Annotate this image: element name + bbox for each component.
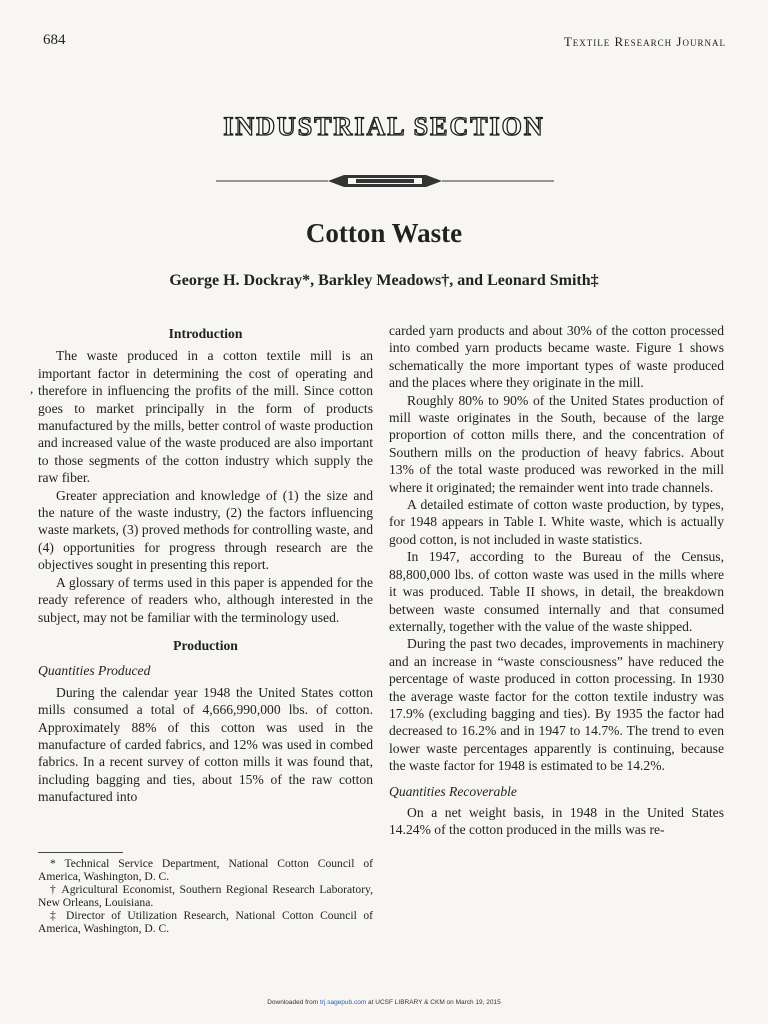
footnote-rule xyxy=(38,852,123,853)
paragraph: During the calendar year 1948 the United States cotton mills consumed a total of 4,666,990,000 lbs. of cotton. Approximately 88% of this cotton was used in the manufacture of carded fabrics, and 12% was used in combed fabrics. In a recent survey of cotton mills it was found that, including bagging and ties, about 15% of the raw cotton manufactured into xyxy=(38,684,373,805)
ornament-divider xyxy=(216,171,554,191)
download-prefix: Downloaded from xyxy=(267,999,320,1006)
footnote: ‡ Director of Utilization Research, National Cotton Council of America, Washington, D. C. xyxy=(38,909,373,935)
download-suffix: at UCSF LIBRARY & CKM on March 19, 2015 xyxy=(366,999,501,1006)
section-title: INDUSTRIAL SECTION xyxy=(223,112,545,141)
paragraph: Roughly 80% to 90% of the United States production of mill waste originates in the South, because of the large proportion of cotton mills there, and the concentration of Southern mills on the production of heavy fabrics. About 13% of the total waste produced was reworked in the mill where it originated; the remainder went into trade channels. xyxy=(389,392,724,495)
quantities-recoverable-heading: Quantities Recoverable xyxy=(389,783,517,799)
production-heading: Production xyxy=(173,637,238,653)
quantities-produced-heading: Quantities Produced xyxy=(38,663,151,679)
paragraph: A detailed estimate of cotton waste production, by types, for 1948 appears in Table I. White waste, which is actually good cotton, is not included in waste statistics. xyxy=(389,497,724,547)
margin-mark: , xyxy=(30,381,34,396)
paragraph: In 1947, according to the Bureau of the Census, 88,800,000 lbs. of cotton waste was used in the mills where it was produced. Table II shows, in detail, the breakdown between waste consumed internally and that consumed externally, together with the value of the waste shipped. xyxy=(389,549,724,634)
paragraph: On a net weight basis, in 1948 in the United States 14.24% of the cotton produced in the mills was re- xyxy=(389,804,724,838)
download-notice xyxy=(0,999,768,1006)
paragraph: carded yarn products and about 30% of the cotton processed into combed yarn products became waste. Figure 1 shows schematically the more important types of waste produced and the places where they originate in the mill. xyxy=(389,323,724,391)
paragraph: The waste produced in a cotton textile mill is an important factor in determining the cost of operating and therefore in influencing the profits of the mill. Since cotton goes to market principally in the form of products manufactured by the mills, better control of waste production and increased value of the waste produced are also important to those segments of the cotton industry which supply the raw fiber. xyxy=(38,348,373,486)
journal-title: Textile Research Journal xyxy=(563,34,726,49)
page-number: 684 xyxy=(43,32,66,48)
left-column xyxy=(38,322,373,806)
paragraph: Greater appreciation and knowledge of (1) the size and the nature of the waste industry, (2) the factors influencing waste markets, (3) proved methods for controlling waste, and (4) opportunities for progress through research are the objectives sought in presenting this report. xyxy=(38,487,373,573)
footnotes xyxy=(38,852,373,935)
article-title: Cotton Waste xyxy=(305,218,463,248)
source-link[interactable]: trj.sagepub.com xyxy=(319,999,367,1006)
footnote: * Technical Service Department, National Cotton Council of America, Washington, D. C. xyxy=(38,857,373,883)
author-line: George H. Dockray*, Barkley Meadows†, and Leonard Smith‡ xyxy=(169,272,599,289)
paragraph: A glossary of terms used in this paper is appended for the ready reference of readers who, although interested in the subject, may not be familiar with the terminology used. xyxy=(38,574,373,625)
paragraph: During the past two decades, improvements in machinery and an increase in “waste consciousness” have reduced the percentage of waste produced in cotton processing. In 1930 the average waste factor for the cotton textile industry was 17.9% (excluding bagging and ties). By 1935 the factor had decreased to 16.2% and in 1947 to 14.7%. The trend to even lower waste percentages apparently is continuing, because the waste factor for 1948 is estimated to be 14.2%. xyxy=(389,636,724,774)
right-column xyxy=(389,322,724,839)
introduction-heading: Introduction xyxy=(168,326,243,341)
footnote: † Agricultural Economist, Southern Regional Research Laboratory, New Orleans, Louisiana. xyxy=(38,883,373,909)
